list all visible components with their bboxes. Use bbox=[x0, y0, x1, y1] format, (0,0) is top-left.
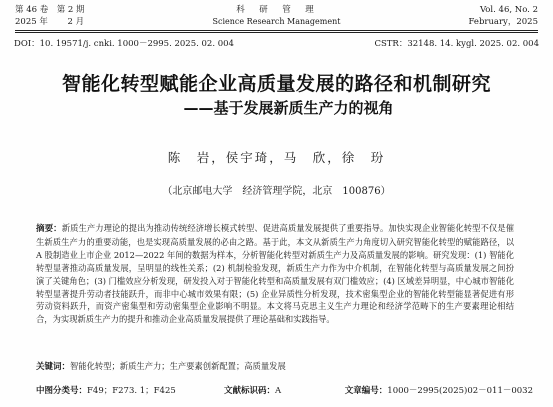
doi-text: DOI：10. 19571/j. cnki. 1000－2995. 2025. 02. 004 bbox=[14, 39, 234, 49]
keywords-text: 智能化转型；新质生产力；生产要素创新配置；高质量发展 bbox=[70, 361, 286, 371]
abstract-block bbox=[36, 222, 514, 326]
article-number-value: 1000－2995(2025)02－011－0032 bbox=[387, 386, 533, 396]
header-date-en: February，2025 bbox=[468, 17, 538, 27]
header-journal-cn: 科 研 管 理 bbox=[236, 5, 317, 15]
article-number-entry bbox=[345, 384, 533, 398]
header-journal-en: Science Research Management bbox=[212, 17, 341, 26]
classification-line bbox=[36, 384, 533, 398]
header-volume-cn: 第 46 卷 第 2 期 bbox=[15, 5, 85, 15]
identifier-line bbox=[14, 38, 539, 50]
header-date-cn: 2025 年 2 月 bbox=[15, 17, 85, 27]
journal-header bbox=[15, 4, 538, 30]
paper-subtitle: ——基于发展新质生产力的视角 bbox=[183, 99, 394, 117]
author-list: 陈 岩，侯宇琦，马 欣，徐 玢 bbox=[167, 150, 386, 165]
header-center bbox=[15, 4, 538, 28]
header-rule-thin bbox=[15, 32, 538, 33]
abstract-label: 摘要： bbox=[36, 224, 62, 234]
paper-title: 智能化转型赋能企业高质量发展的路径和机制研究 bbox=[61, 73, 491, 95]
header-right bbox=[468, 4, 538, 28]
doc-code-entry bbox=[224, 384, 281, 398]
article-number-label: 文章编号： bbox=[344, 386, 388, 396]
clc-value: F49；F273. 1；F425 bbox=[87, 386, 176, 396]
doc-code-value: A bbox=[275, 386, 282, 396]
clc-label: 中图分类号： bbox=[36, 386, 88, 396]
doc-code-label: 文献标识码： bbox=[224, 386, 276, 396]
header-volume-en: Vol. 46, No. 2 bbox=[479, 5, 538, 15]
header-rule-thick bbox=[15, 30, 538, 31]
clc-entry bbox=[36, 384, 176, 398]
abstract-text: 新质生产力理论的提出为推动传统经济增长模式转型、促进高质量发展提供了重要指导。加快实现企业智能化转型不仅是催生新质生产力的重要动能，也是实现高质量发展的必由之路。基于此，本文从新质生产力角度切入研究智能化转型的赋能路径，以 A 股制造业上市企业 2012—2022 年间的数据为样本，分析智能化转型对新质生产力及高质量发展的影响。研究发现：(1) 智能化转型显著推动高质量发展，呈明显的线性关系；(2) 机制检验发现，新质生产力作为中介机制，在智能化转型与高质量发展之间扮演了关键角色；(3) 门槛效应分析发现，研发投入对于智能化转型和高质量发展有双门槛效应；(4) 区域差异明显，中心城市智能化转型显著提升劳动者技能跃升，而非中心城市效果有限；(5) 企业异质性分析发现，技术密集型企业的智能化转型能显著促进有形劳动资料跃升，而资产密集型和劳动密集型企业影响不明显。本文将马克思主义生产力理论和经济学范畴下的生产要素理论相结合，为实现新质生产力的提升和推动企业高质量发展提供了理论基础和实践指导。 bbox=[36, 223, 514, 325]
keywords-block bbox=[36, 360, 514, 373]
cstr-text: CSTR：32148. 14. kygl. 2025. 02. 004 bbox=[374, 39, 539, 49]
author-affiliation: （北京邮电大学 经济管理学院，北京 100876） bbox=[162, 186, 391, 197]
keywords-label: 关键词： bbox=[36, 362, 71, 372]
